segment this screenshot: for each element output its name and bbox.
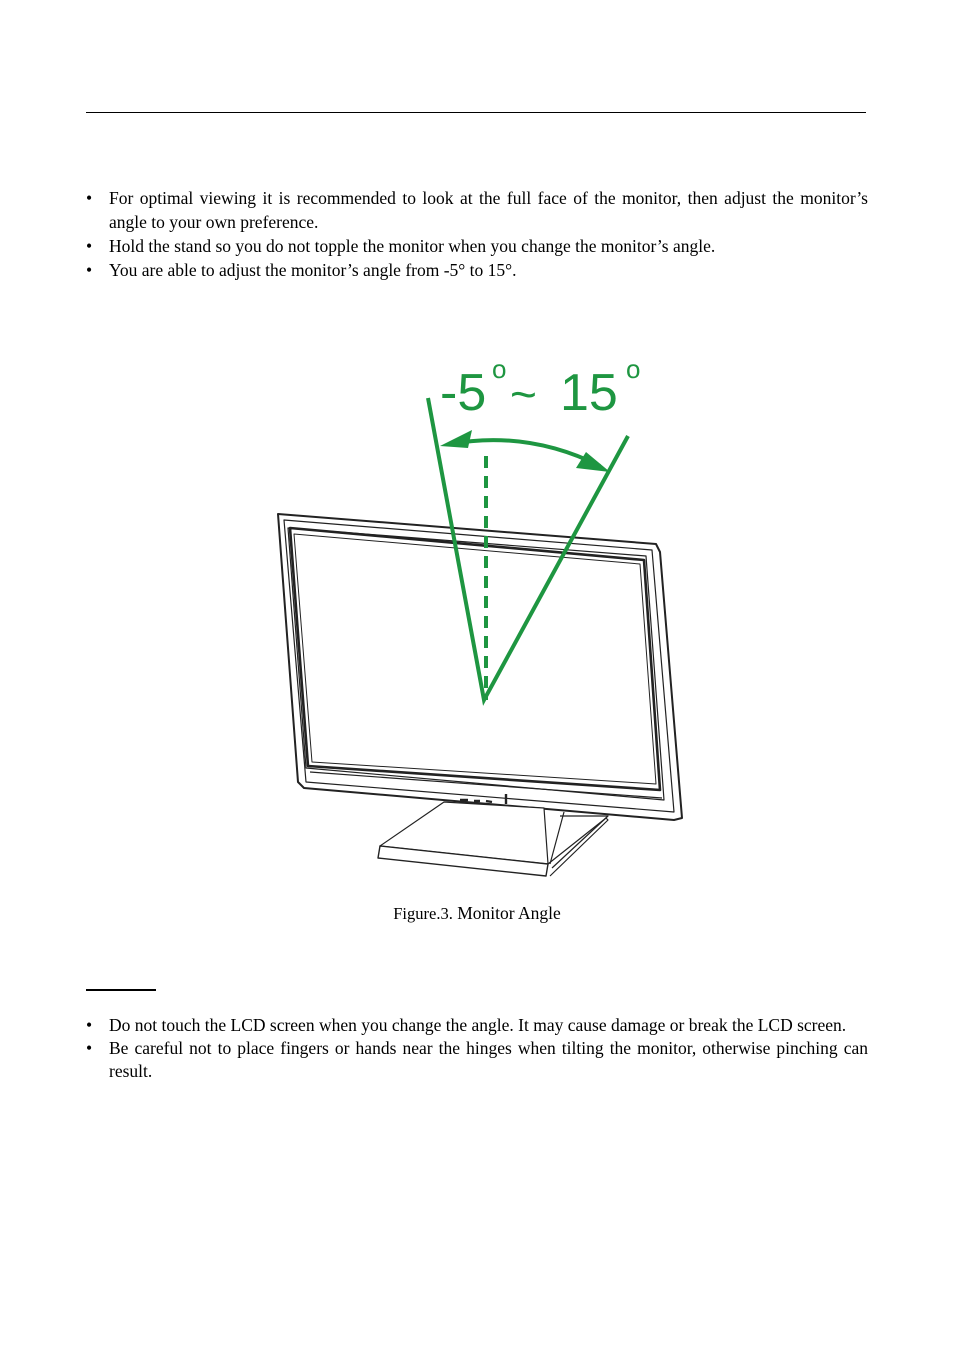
tilt-instructions-list [86,186,868,282]
list-item-text: Be careful not to place fingers or hands near the hinges when tilting the monitor, otherwise pinching can result. [109,1038,868,1081]
degree-min-text: o [492,354,507,384]
figure-caption [0,903,954,924]
bullet-icon: • [86,1015,93,1035]
list-item-text: You are able to adjust the monitor’s angle from -5° to 15°. [109,260,517,280]
list-item [86,1014,868,1037]
list-item [86,186,868,234]
angle-max-text: 15 [560,364,618,422]
caution-list [86,1014,868,1083]
caution-heading-rule [86,989,156,991]
list-item [86,258,868,282]
figure-caption-label: Figure.3. [393,904,453,923]
bullet-icon: • [86,260,93,280]
bullet-icon: • [86,188,93,208]
list-item-text: For optimal viewing it is recommended to look at the full face of the monitor, then adjust the monitor’s angle to your own preference. [109,188,868,232]
angle-min-text: -5 [440,364,487,422]
angle-separator-text: ~ [510,368,537,420]
bullet-icon: • [86,236,93,256]
degree-max-text: o [626,354,641,384]
list-item-text: Hold the stand so you do not topple the monitor when you change the monitor’s angle. [109,236,716,256]
list-item [86,234,868,258]
list-item-text: Do not touch the LCD screen when you change the angle. It may cause damage or break the LCD screen. [109,1015,847,1035]
list-item [86,1037,868,1083]
bullet-icon: • [86,1038,93,1058]
figure-caption-text: Monitor Angle [457,903,561,923]
monitor-angle-figure [264,348,688,880]
header-rule [86,112,866,113]
